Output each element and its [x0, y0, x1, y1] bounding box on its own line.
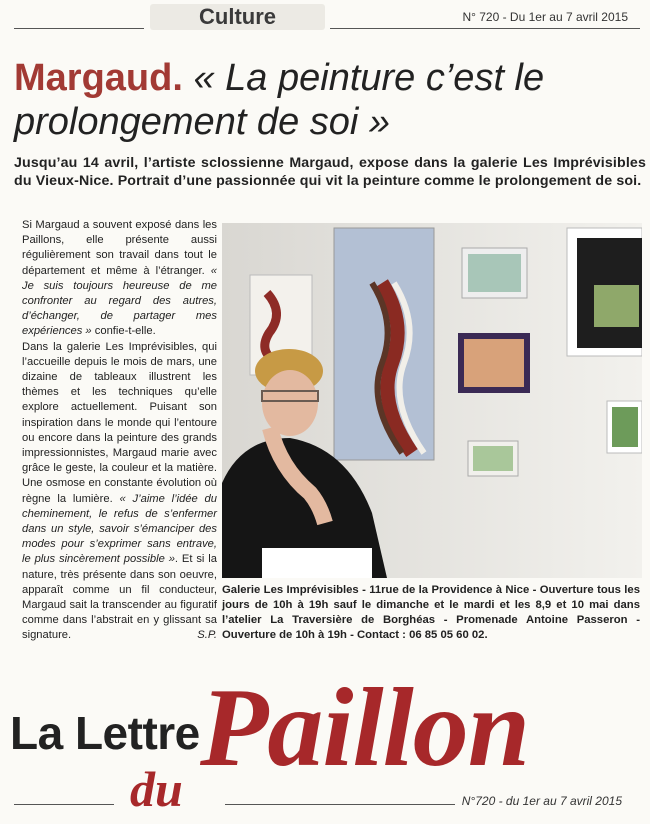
author-initials: S.P. — [197, 629, 217, 642]
body-quote: « J’aime l’idée du cheminement, le refus de s’enfermer dans un style, savoir s’émanciper des modes pour s’exprimer sans entrave, le plus sincèrement possible » — [22, 492, 217, 566]
body-quote: « Je suis toujours heureuse de me confronter au regard des autres, d’échanger, de partager mes expériences » — [22, 264, 218, 338]
masthead-du: du — [130, 761, 183, 817]
issue-date-top: N° 720 - Du 1er au 7 avril 2015 — [462, 10, 628, 24]
body-text: . Et si la nature, très présente dans son oeuvre, apparaît comme un fil conducteur, Margaud sait la transcender au figuratif comme dans l’abstrait en y glissant sa signature. — [22, 553, 217, 642]
photo-caption: Galerie Les Imprévisibles - 11rue de la Providence à Nice - Ouverture tous les jours de 10h à 19h sauf le dimanche et le mardi et les 8,9 et 10 mai dans l’atelier La Traversière de Borghéas - Promenade Antoine Passeron -Ouverture de 10h à 19h - Contact : 06 85 05 60 02. — [222, 584, 640, 641]
header-rule-left — [14, 28, 144, 29]
headline-quote: « La peinture c’est le prolongement de soi » — [14, 57, 545, 143]
headline-artist: Margaud. — [14, 57, 183, 99]
masthead-la-lettre: La Lettre — [10, 707, 200, 759]
body-text: Dans la galerie Les Imprévisibles, qui l’accueille depuis le mois de mars, une dizaine de tableaux illustrent les thèmes et les techniques qu’elle explore actuellement. Puisant son inspiration dans le monde qui l’entoure ou encore dans la peinture des grands impressionnistes, Margaud marie avec grâce le geste, la couleur et la matière. Une osmose en constante évolution où règne la lumière. — [22, 340, 217, 505]
headline — [14, 56, 644, 144]
article-body — [22, 218, 217, 644]
body-text: Si Margaud a souvent exposé dans les Paillons, elle présente aussi régulièrement son travail dans tout le département et même à l’étranger. — [22, 219, 217, 277]
body-text: confie-t-elle. — [91, 325, 156, 338]
article-photo — [222, 223, 642, 578]
masthead-rule-middle — [225, 804, 455, 805]
masthead-rule-left — [14, 804, 114, 805]
gallery-photo-illustration — [222, 223, 642, 578]
header-rule-right — [330, 28, 640, 29]
issue-date-bottom: N°720 - du 1er au 7 avril 2015 — [461, 794, 622, 808]
lead-paragraph: Jusqu’au 14 avril, l’artiste sclossienne Margaud, expose dans la galerie Les Imprévisibles du Vieux-Nice. Portrait d’une passionnée qui vit la peinture comme le prolongement de soi. — [14, 155, 646, 189]
body-paragraph — [22, 340, 217, 644]
masthead-paillon: Paillon — [200, 666, 530, 790]
body-paragraph — [22, 218, 217, 340]
section-label: Culture — [150, 4, 325, 30]
